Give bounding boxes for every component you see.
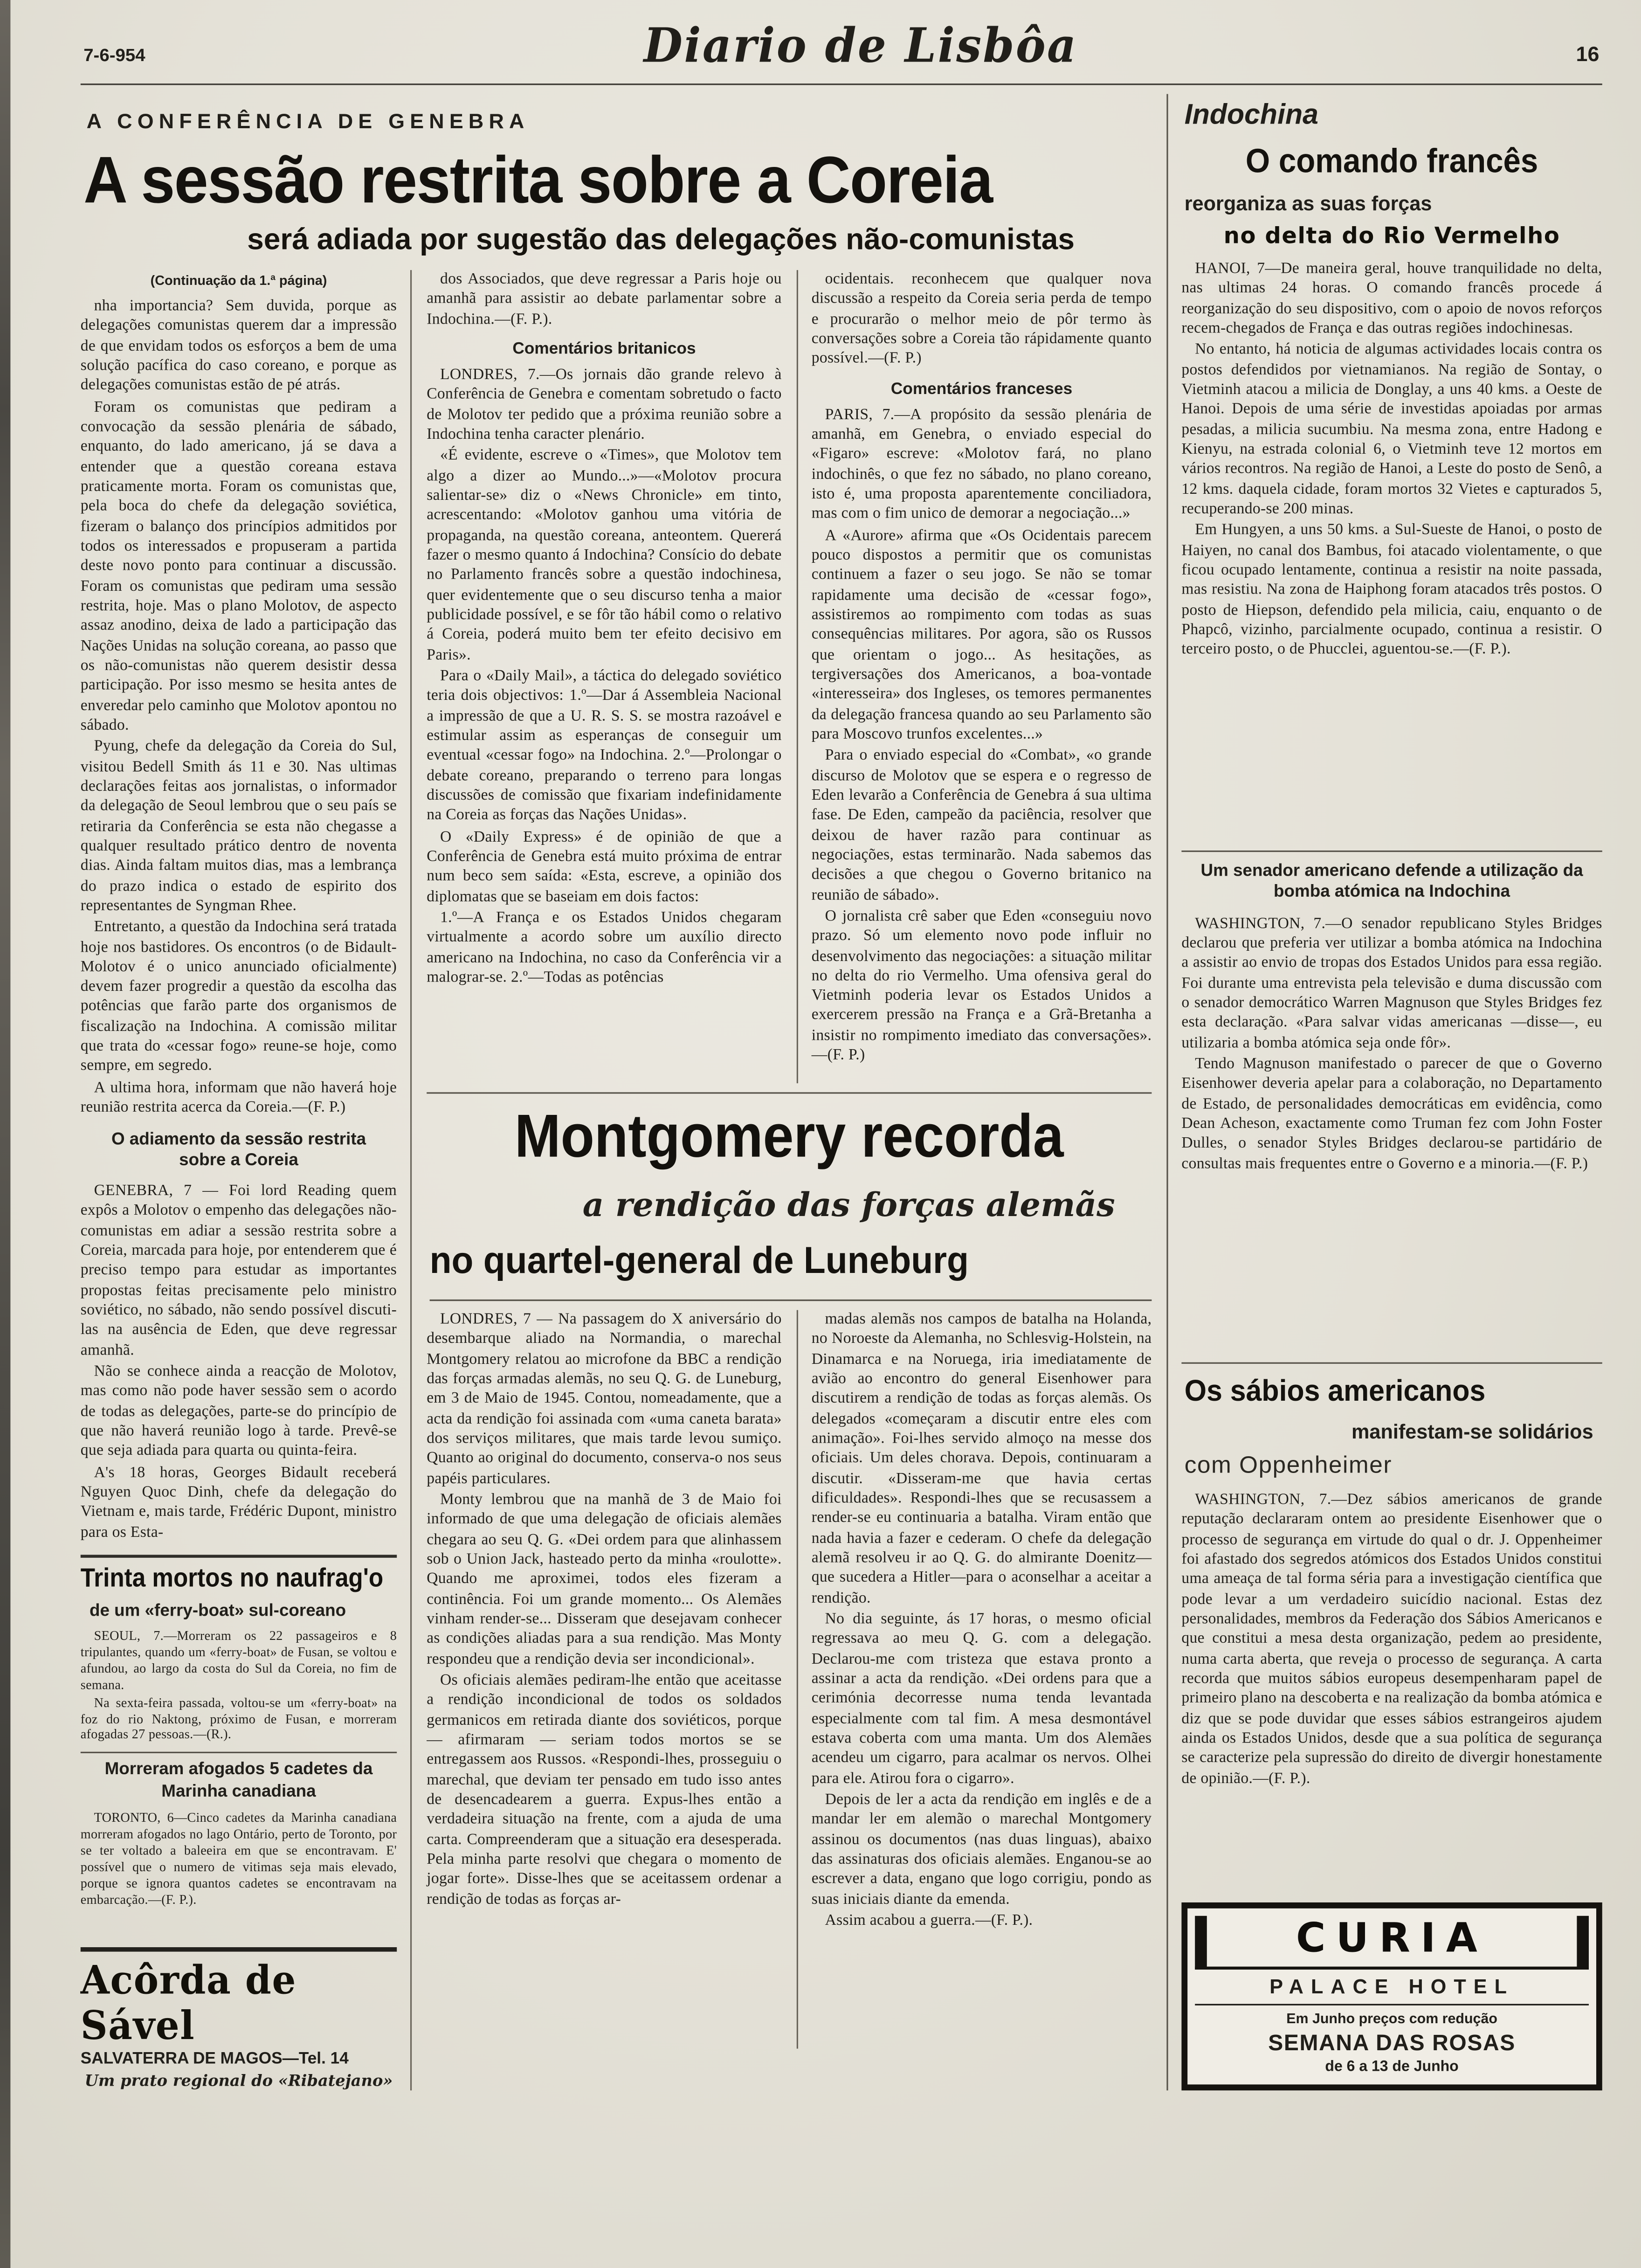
ferry-headline: Trinta mortos no naufrag'o xyxy=(80,1565,384,1593)
curia-hotel-advertisement xyxy=(1181,1902,1602,2090)
geneva-col1-text xyxy=(81,297,397,1543)
geneva-continuation-columns xyxy=(427,270,1151,1083)
montgomery-col2-paragraphs xyxy=(797,1310,1152,2049)
senator-paragraphs xyxy=(1181,914,1602,1175)
paragraph: Para o enviado especial do «Combat», «o grande discurso de Molotov que se espera e o regresso de Eden levarão a Conferência de Genebra á sua ultima fase. De Eden, campeão da paciência, resolver que deixou de haver razão para continuar as negociações, estas terminarão. Nada sabemos das decisões a que chegou o Governo britanico na reunião de sábado». xyxy=(811,747,1152,904)
paragraph: No dia seguinte, ás 17 horas, o mesmo oficial regressava ao meu Q. G. com a delegação. Declarou-me com tristeza que estava pronto a assinar a acta da rendição. «Dei ordens para que a cerimónia decorresse numa tenda levantada especialmente com tal fim. A mesa desmontável estava coberta com uma manta. Um dos Alemães acendeu um cigarro, para acalmar os nervos. Olhei para ele. Atirou fora o cigarro». xyxy=(811,1611,1152,1787)
paragraph: GENEBRA, 7 — Foi lord Reading quem expôs a Molotov o empenho das delegações não-comunistas em adiar a sessão restrita sobre a Coreia, marcada para hoje, por entenderem que é preciso tempo para estudar as importantes propostas feitas precisamente pelo ministro soviético, no sábado, não sendo possível discuti-las na ausência de Eden, que deve regressar amanhã. xyxy=(80,1183,397,1359)
senator-headline: Um senador americano defende a utilização da bomba atómica na Indochina xyxy=(1200,862,1583,902)
montgomery-headline: Montgomery recorda xyxy=(514,1102,1064,1170)
adjournment-subhead: O adiamento da sessão restrita sobre a Coreia xyxy=(111,1132,366,1170)
geneva-columns xyxy=(81,270,1152,2091)
scientists-article xyxy=(1181,1362,1602,1888)
paragraph: «É evidente, escreve o «Times», que Molotov tem algo a dizer ao Mundo...»—«Molotov procura salientar-se» diz o «News Chronicle» em tinto, acrescentando: «Molotov ganhou uma vitória de propaganda, na questão coreana, anteontem. Quererá fazer o mesmo quanto á Indochina? Consício do debate no Parlamento francês sobre a questão indochinesa, quer evidentemente que o seu discurso tenha a maior publicidade possível, e se fôr tão hábil como o relativo á Coreia, poderá muito bem ter efeito decisivo em Paris». xyxy=(427,448,782,664)
column-3 xyxy=(797,270,1152,1083)
adjournment-paragraphs xyxy=(81,1182,397,1543)
paragraph: LONDRES, 7 — Na passagem do X aniversário do desembarque aliado na Normandia, o marechal Montgomery relatou ao microfone da BBC a rendição das forças armadas alemãs, no seu Q. G. de Luneburg, em 3 de Maio de 1945. Contou, nomeadamente, que a acta da rendição foi assinada com «uma caneta barata» dos serviços militares, que mais tarde levou sumiço. Quanto ao original do documento, conserva-o nos seus papéis particulares. xyxy=(427,1311,782,1487)
paragraph: HANOI, 7—De maneira geral, houve tranquilidade no delta, nas ultimas 24 horas. O comando francês procede á reorganização do seu dispositivo, com o apoio de novos reforços recem-chegados de França e das outras regiões indochinesas. xyxy=(1181,261,1602,338)
geneva-col3-paragraphs-b xyxy=(812,405,1152,1066)
indochina-section-label: Indochina xyxy=(1184,100,1318,131)
page-body xyxy=(81,85,1602,2091)
ferry-boat-article xyxy=(81,1555,397,1743)
paragraph: TORONTO, 6—Cinco cadetes da Marinha canadiana morreram afogados no lago Ontário, perto de Toronto, por se ter voltado a baleeira em que se encontravam. E' possível que o numero de vitimas seja mais elevado, porque se ignora quantos cadetes se encontravam na embarcação.—(F. P.). xyxy=(80,1810,397,1907)
indochina-subhead-2: no delta do Rio Vermelho xyxy=(1223,222,1560,249)
acorda-ad-title: Acôrda de Sável xyxy=(80,1958,296,2049)
indochina-paragraphs xyxy=(1181,260,1602,839)
british-comments-heading: Comentários britanicos xyxy=(512,340,696,358)
paragraph: Na sexta-feira passada, voltou-se um «ferry-boat» na foz do rio Naktong, próximo de Fusan, e morreram afogadas 27 pessoas.—(R.). xyxy=(80,1694,397,1742)
paragraph: A ultima hora, informam que não haverá hoje reunião restrita acerca da Coreia.—(F. P.) xyxy=(80,1080,397,1116)
curia-ad-title: CURIA xyxy=(1195,1916,1589,1970)
paragraph: Tendo Magnuson manifestado o parecer de que o Governo Eisenhower deveria apelar para a colaboração, no Departamento de Estado, de personalidades democráticas em evidência, como Dean Acheson, exactamente como Truman fez com John Foster Dulles, o senador Styles Bridges declarou-se partidário de consultas mais frequentes entre o Governo e a minoria.—(F. P.) xyxy=(1181,1056,1602,1173)
section-kicker: A CONFERÊNCIA DE GENEBRA xyxy=(86,109,530,133)
paragraph: Para o «Daily Mail», a táctica do delegado soviético teria dois objectivos: 1.º—Dar á Assembleia Nacional a impressão de que a U. R. S. S. se mostra razoável e estimular assim as esperanças de conseguir um eventual «cessar fogo» na Indochina. 2.º—Prolongar o debate coreano, preparando o terreno para longas discussões de comissão que fixariam indefinidamente na Coreia as forças das Nações Unidas». xyxy=(427,668,782,824)
scientists-paragraphs xyxy=(1181,1491,1602,1789)
paragraph: dos Associados, que deve regressar a Paris hoje ou amanhã para assistir ao debate parlamentar sobre a Indochina.—(F. P.). xyxy=(427,271,782,328)
paragraph: O jornalista crê saber que Eden «conseguiu novo prazo. Só um elemento novo pode influir no desenvolvimento das negociações: a situação militar no delta do rio Vermelho. Uma ofensiva geral do Vietminh poderia levar os Estados Unidos a exercerem pressão na França e a Grã-Bretanha a insistir no rompimento imediato das conversações».—(F. P.) xyxy=(811,908,1152,1065)
paragraph: Não se conhece ainda a reacção de Molotov, mas como não pode haver sessão sem o acordo de todas as delegações, parte-se do princípio de que não haverá reunião logo à tarde. Prevê-se que seja adiada para quarta ou quinta-feira. xyxy=(80,1363,397,1460)
curia-ad-line-2: SEMANA DAS ROSAS xyxy=(1268,2031,1516,2056)
geneva-col2-paragraphs-b xyxy=(427,366,782,988)
paragraph: ocidentais. reconhecem que qualquer nova discussão a respeito da Coreia seria perda de tempo e procurarão o melhor meio de pôr termo às conversações sobre a Coreia tão rápidamente quanto possível.—(F. P.) xyxy=(811,271,1152,368)
paragraph: Monty lembrou que na manhã de 3 de Maio foi informado de que uma delegação de oficiais alemães chegara ao seu Q. G. «Dei ordem para que alinhassem sob o Union Jack, hasteado perto da minha «roulotte». Quando me aproximei, todos eles fizeram a continência. Foi um grande momento... Os Alemães vinham render-se... Disseram que desejavam conhecer as condições aliadas para a sua rendição. Mas Monty respondeu que a rendição devia ser incondicional». xyxy=(427,1492,782,1668)
paragraph: Os oficiais alemães pediram-lhe então que aceitasse a rendição incondicional de todos os soldados germanicos em retirada diante dos soviéticos, porque — afirmaram — seriam todos mortos se se entregassem aos Russos. «Respondi-lhes, prosseguiu o marechal, que deviam ter pensado em tudo isso antes de desencadearem a guerra. Expus-lhes então a verdadeira situação na frente, com a ajuda de uma carta. Compreenderam que a situação era desesperada. Pela minha parte resolvi que chegara o momento de jogar forte». Disse-lhes que se aceitassem ordenar a rendição de todas as forças ar- xyxy=(427,1672,782,1908)
scan-edge-artifact xyxy=(0,0,10,2268)
paragraph: LONDRES, 7.—Os jornais dão grande relevo à Conferência de Genebra e comentam sobretudo o facto de Molotov ter pedido que a próxima reunião sobre a Indochina tenha caracter plenário. xyxy=(427,367,782,443)
paragraph: Em Hungyen, a uns 50 kms. a Sul-Sueste de Hanoi, o posto de Haiyen, no canal dos Bambus, foi atacado violentamente, o que ficou ocupado lentamente, continua a resistir na noite passada, mas resistiu. Na zona de Haiphong foram atacados três postos. O posto de Hiepson, defendido pela milicia, caiu, enquanto o de Phapcô, vizinho, parcialmente ocupado, continua a resistir. O terceiro posto, o de Phucclei, aguentou-se.—(F. P.). xyxy=(1181,522,1602,658)
montgomery-italic-subhead: a rendição das forças alemãs xyxy=(582,1186,1115,1225)
edition-date: 7-6-954 xyxy=(83,45,145,66)
paragraph: SEOUL, 7.—Morreram os 22 passageiros e 8 tripulantes, quando um «ferry-boat» de Fusan, se voltou e afundou, ao largo da costa do Sul da Coreia, no fim de semana. xyxy=(80,1628,397,1692)
ferry-subhead: de um «ferry-boat» sul-coreano xyxy=(90,1602,346,1621)
column-2 xyxy=(427,270,782,1083)
cadets-paragraphs xyxy=(81,1810,397,1908)
scientists-headline: Os sábios americanos xyxy=(1184,1376,1486,1409)
montgomery-article xyxy=(427,1092,1151,2048)
geneva-col3-paragraphs-a xyxy=(812,270,1152,369)
french-comments-heading: Comentários franceses xyxy=(890,380,1073,398)
scientists-subhead-2: com Oppenheimer xyxy=(1184,1453,1392,1479)
paragraph: A's 18 horas, Georges Bidault receberá Nguyen Quoc Dinh, chefe da delegação do Vietnam e, mais tarde, Frédéric Dupont, ministro para os Esta- xyxy=(80,1465,397,1541)
indochina-headline: O comando francês xyxy=(1245,143,1538,180)
cadets-article xyxy=(81,1752,397,1940)
paragraph: WASHINGTON, 7.—O senador republicano Styles Bridges declarou que preferia ver utilizar a bomba atómica na Indochina a assistir ao envio de tropas dos Estados Unidos para essa região. Foi durante uma entrevista pela televisão e duma discussão com o senador democrático Warren Magnuson que Styles Bridges fez esta declaração. «Para salvar vidas americanas —disse—, eu utilizaria a bomba atómica seja onde fôr». xyxy=(1181,916,1602,1052)
paragraph: A «Aurore» afirma que «Os Ocidentais parecem pouco dispostos a permitir que os comunistas continuem a fazer o seu jogo. Se não se tomar rapidamente uma decisão de «cessar fogo», assistiremos ao rompimento com todas as suas consequências militares. Por agora, são os Russos que orientam o jogo... As hesitações, as tergiversações dos Americanos, a boa-vontade «interesseira» dos Ingleses, os temores permanentes da delegação francesa quando ao seu Parlamento são para Moscovo trunfos excelentes...» xyxy=(811,527,1152,743)
senator-article xyxy=(1181,850,1602,1350)
indochina-subhead-1: reorganiza as suas forças xyxy=(1184,192,1432,215)
geneva-article-header xyxy=(81,109,1152,258)
main-headline: A sessão restrita sobre a Coreia xyxy=(83,143,993,217)
masthead-title: Diario de Lisbôa xyxy=(643,20,1078,75)
paragraph: WASHINGTON, 7.—Dez sábios americanos de grande reputação declararam ontem ao presidente Eisenhower que o processo de segurança em virtude do qual o dr. J. Oppenheimer foi afastado dos segredos atómicos dos Estados Unidos constitui uma ameaça de tal forma séria para a investigação científica que pode levar a um verdadeiro suicídio nacional. Estas dez personalidades, membros da Federação dos Sábios Americanos e que constitui a mesa desta organização, pedem ao presidente, numa carta aberta, que reveja o processo de segurança. A carta recorda que muitos sábios europeus desempenharam papel de primeiro plano na descoberta e na realização da bomba atómica e diz que se pode duvidar que esses sábios estrangeiros ajudem ainda os Estados Unidos, desde que a sua política de segurança se caracterize pela supressão do direito de divergir honestamente de opinião.—(F. P.). xyxy=(1181,1492,1602,1787)
acorda-ad-tagline: Um prato regional do «Ribatejano» xyxy=(84,2073,393,2091)
paragraph: Assim acabou a guerra.—(F. P.). xyxy=(825,1912,1033,1929)
ferry-paragraphs xyxy=(81,1628,397,1743)
curia-ad-line-1: Em Junho preços com redução xyxy=(1286,2011,1497,2028)
paragraph: Depois de ler a acta da rendição em inglês e de a mandar ler em alemão o marechal Montgomery assinou os documentos (nas duas linguas), abaixo das assinaturas dos oficiais alemães. Enganou-se ao escrever a data, engano que logo corrigiu, pondo as suas iniciais diante da emenda. xyxy=(811,1791,1152,1908)
curia-ad-subtitle: PALACE HOTEL xyxy=(1195,1976,1589,2005)
paragraph: madas alemãs nos campos de batalha na Holanda, no Noroeste da Alemanha, no Schlesvig-Holstein, na Dinamarca e na Noruega, iria imediatamente de avião ao encontro do general Eisenhower para discutirem a rendição de todas as forças alemãs. Os delegados «começaram a discutir entre eles com animação». Foi-lhes servido almoço na messe dos oficiais. Um deles chorava. Depois, continuaram a discutir. «Disseram-me que havia certas dificuldades». Respondi-lhes que se recusassem a render-se eu continuaria a batalha. Viram então que nada havia a fazer e cederam. O chefe da delegação alemã resolveu ir ao Q. G. do almirante Doenitz—que sucedera a Hitler—para o aconselhar a aceitar a rendição. xyxy=(811,1311,1152,1607)
montgomery-col1-paragraphs xyxy=(427,1310,782,2049)
acorda-advertisement xyxy=(81,1948,397,2091)
paragraph: PARIS, 7.—A propósito da sessão plenária de amanhã, em Genebra, o enviado especial do «Figaro» escreve: «Molotov fará, no plano indochinês, o que fez no sábado, no plano coreano, isto é, uma proposta aparentemente conciliadora, mas com o fim unico de demorar a negociação...» xyxy=(811,407,1152,523)
paragraph: 1.º—A França e os Estados Unidos chegaram virtualmente a acordo sobre um auxílio directo americano na Indochina, no caso da Conferência vir a malograr-se. 2.º—Todas as potências xyxy=(427,910,782,986)
acorda-ad-address: SALVATERRA DE MAGOS—Tel. 14 xyxy=(80,2050,349,2069)
page-number: 16 xyxy=(1576,41,1600,66)
paragraph: Foram os comunistas que pediram a convocação da sessão plenária de sábado, enquanto, do lado americano, já se dava a entender que a questão coreana estava praticamente morta. Foram os comunistas que, pela boca do chefe da delegação soviética, fizeram o balanço dos princípios admitidos por todos os interessados e propuseram a partida deste novo ponto para continuar a discussão. Foram os comunistas que pediram uma sessão restrita, hoje. Mas o plano Molotov, de aspecto assaz anodino, deixa de lado a participação das Nações Unidas na solução coreana, ao passo que os não-comunistas não querem desistir dessa participação. Por isso mesmo se hesita antes de enveredar pelo caminho que Molotov apontou no sábado. xyxy=(80,399,397,734)
cadets-headline: Morreram afogados 5 cadetes da Marinha canadiana xyxy=(104,1761,373,1801)
paragraph: Pyung, chefe da delegação da Coreia do Sul, visitou Bedell Smith ás 11 e 30. Nas ultimas declarações feitas aos jornalistas, o informador da delegação de Seoul lembrou que o seu país se retiraria da Conferência se esta não chegasse a qualquer resultado prático dentro de noventa dias. Ainda faltam muitos dias, mas a lembrança do prazo indica o estado de espirito dos representantes de Syngman Rhee. xyxy=(80,739,397,915)
main-subheadline: será adiada por sugestão das delegações não-comunistas xyxy=(247,224,1075,257)
right-column xyxy=(1166,94,1602,2091)
geneva-col1-paragraphs xyxy=(81,297,397,1118)
column-1 xyxy=(81,270,412,2091)
montgomery-subhead-2: no quartel-general de Luneburg xyxy=(430,1240,1152,1301)
scientists-subhead-1: manifestam-se solidários xyxy=(1351,1420,1593,1443)
geneva-col2-paragraphs-a xyxy=(427,270,782,330)
paragraph: Entretanto, a questão da Indochina será tratada hoje nos bastidores. Os encontros (o de Bidault-Molotov é o unico anunciado oficialmente) devem fazer progredir a questão da escolha das potências que farão parte dos organismos de fiscalização na Indochina. A comissão militar que trata do «cessar fogo» reune-se hoje, como sempre, em segredo. xyxy=(80,919,397,1075)
paragraph: O «Daily Express» é de opinião de que a Conferência de Genebra está muito próxima de entrar num beco sem saída: «Esta, escreve, a opinião dos diplomatas que se baseiam em dois factos: xyxy=(427,829,782,905)
montgomery-body xyxy=(427,1310,1151,2049)
columns-2-3 xyxy=(427,270,1151,2091)
geneva-conference-section xyxy=(81,94,1152,2091)
curia-ad-line-3: de 6 a 13 de Junho xyxy=(1325,2059,1459,2076)
paragraph: nha importancia? Sem duvida, porque as delegações comunistas querem dar a impressão de que envidam todos os esforços a bem de uma solução pacífica do caso coreano, e porque as delegações comunistas estão de pé atrás. xyxy=(80,298,397,394)
page-header xyxy=(81,15,1602,85)
continuation-note: (Continuação da 1.ª página) xyxy=(150,273,327,288)
paragraph: No entanto, há noticia de algumas actividades locais contra os postos defendidos por vietnamianos. Na região de Sontay, o Vietminh atacou a milicia de Donglay, a uns 40 kms. a Oeste de Hanoi. Depois de uma série de investidas apoiadas por armas pesadas, a milicia sucumbiu. Na mesma zona, entre Hadong e Kienyu, na estrada colonial 6, o Vietminh teve 12 mortos em vários recontros. Na região de Hanoi, a Leste do posto de Senô, a 12 kms. daquela cidade, foram mortos 32 Vietes e capturados 5, recuperando-se 200 minas. xyxy=(1181,342,1602,518)
